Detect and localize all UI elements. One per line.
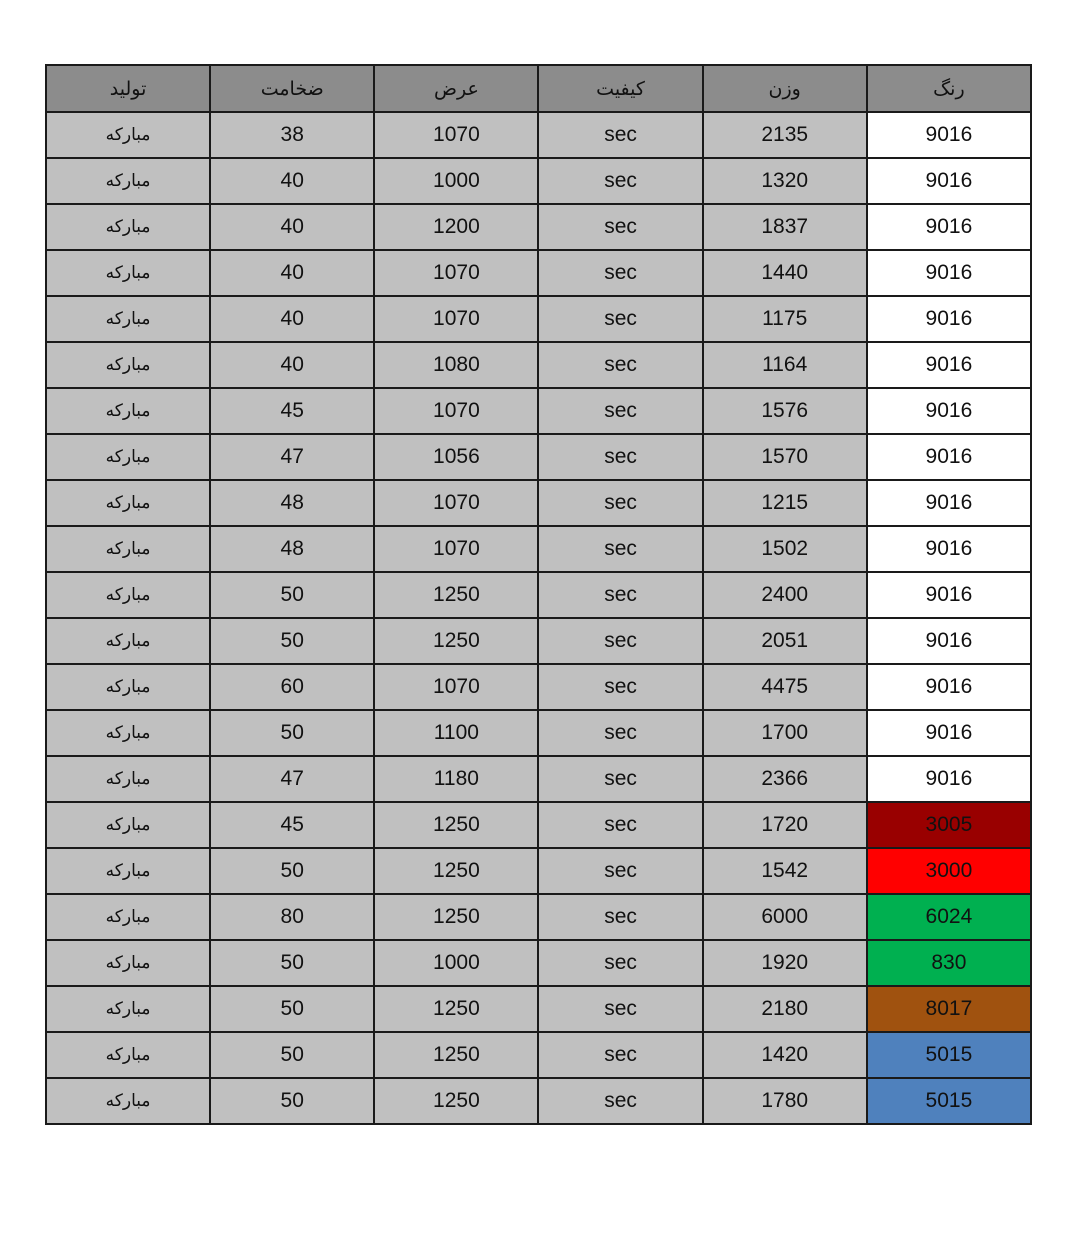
cell-width: 1250 <box>374 1032 538 1078</box>
cell-quality: sec <box>538 756 702 802</box>
cell-ral: 9016 <box>867 204 1031 250</box>
cell-ral: 9016 <box>867 572 1031 618</box>
cell-thickness: 40 <box>210 158 374 204</box>
cell-ral: 9016 <box>867 618 1031 664</box>
cell-weight: 1837 <box>703 204 867 250</box>
cell-thickness: 50 <box>210 940 374 986</box>
cell-weight: 1420 <box>703 1032 867 1078</box>
cell-quality: sec <box>538 894 702 940</box>
cell-producer: مبارکه <box>46 158 210 204</box>
table-row <box>46 1032 1031 1078</box>
cell-thickness: 40 <box>210 250 374 296</box>
table-row <box>46 204 1031 250</box>
cell-producer: مبارکه <box>46 434 210 480</box>
cell-width: 1180 <box>374 756 538 802</box>
header-weight: وزن <box>703 65 867 112</box>
cell-weight: 1542 <box>703 848 867 894</box>
table-row <box>46 296 1031 342</box>
cell-producer: مبارکه <box>46 342 210 388</box>
cell-producer: مبارکه <box>46 940 210 986</box>
cell-weight: 1700 <box>703 710 867 756</box>
cell-width: 1250 <box>374 986 538 1032</box>
table-row <box>46 250 1031 296</box>
cell-quality: sec <box>538 434 702 480</box>
cell-thickness: 48 <box>210 526 374 572</box>
cell-quality: sec <box>538 572 702 618</box>
header-thickness: ضخامت <box>210 65 374 112</box>
cell-width: 1200 <box>374 204 538 250</box>
cell-width: 1250 <box>374 572 538 618</box>
cell-thickness: 48 <box>210 480 374 526</box>
cell-width: 1070 <box>374 664 538 710</box>
cell-producer: مبارکه <box>46 572 210 618</box>
cell-weight: 1502 <box>703 526 867 572</box>
cell-ral: 5015 <box>867 1032 1031 1078</box>
cell-quality: sec <box>538 296 702 342</box>
cell-producer: مبارکه <box>46 618 210 664</box>
table-row <box>46 342 1031 388</box>
cell-ral: 9016 <box>867 342 1031 388</box>
cell-weight: 1576 <box>703 388 867 434</box>
cell-producer: مبارکه <box>46 1032 210 1078</box>
cell-quality: sec <box>538 618 702 664</box>
cell-quality: sec <box>538 158 702 204</box>
cell-producer: مبارکه <box>46 894 210 940</box>
cell-quality: sec <box>538 250 702 296</box>
cell-weight: 1920 <box>703 940 867 986</box>
cell-producer: مبارکه <box>46 112 210 158</box>
cell-width: 1070 <box>374 388 538 434</box>
cell-ral: 3005 <box>867 802 1031 848</box>
cell-quality: sec <box>538 986 702 1032</box>
table-row <box>46 112 1031 158</box>
cell-quality: sec <box>538 940 702 986</box>
cell-thickness: 40 <box>210 204 374 250</box>
table-row <box>46 756 1031 802</box>
cell-width: 1250 <box>374 1078 538 1124</box>
cell-quality: sec <box>538 664 702 710</box>
cell-weight: 1175 <box>703 296 867 342</box>
cell-thickness: 50 <box>210 848 374 894</box>
cell-width: 1000 <box>374 940 538 986</box>
cell-weight: 2180 <box>703 986 867 1032</box>
cell-producer: مبارکه <box>46 664 210 710</box>
cell-width: 1250 <box>374 894 538 940</box>
cell-ral: 3000 <box>867 848 1031 894</box>
cell-quality: sec <box>538 388 702 434</box>
cell-weight: 4475 <box>703 664 867 710</box>
cell-weight: 1320 <box>703 158 867 204</box>
cell-quality: sec <box>538 526 702 572</box>
table-row <box>46 618 1031 664</box>
table-row <box>46 802 1031 848</box>
cell-thickness: 40 <box>210 296 374 342</box>
header-quality: کیفیت <box>538 65 702 112</box>
cell-weight: 1440 <box>703 250 867 296</box>
table-row <box>46 1078 1031 1124</box>
cell-thickness: 50 <box>210 572 374 618</box>
cell-weight: 1720 <box>703 802 867 848</box>
cell-producer: مبارکه <box>46 1078 210 1124</box>
cell-thickness: 80 <box>210 894 374 940</box>
cell-thickness: 50 <box>210 986 374 1032</box>
cell-producer: مبارکه <box>46 986 210 1032</box>
table-row <box>46 664 1031 710</box>
cell-producer: مبارکه <box>46 848 210 894</box>
table-row <box>46 940 1031 986</box>
cell-ral: 9016 <box>867 526 1031 572</box>
cell-thickness: 50 <box>210 710 374 756</box>
cell-quality: sec <box>538 710 702 756</box>
table-row <box>46 572 1031 618</box>
cell-producer: مبارکه <box>46 250 210 296</box>
cell-width: 1070 <box>374 296 538 342</box>
table-row <box>46 986 1031 1032</box>
cell-ral: 830 <box>867 940 1031 986</box>
cell-quality: sec <box>538 848 702 894</box>
cell-ral: 9016 <box>867 388 1031 434</box>
cell-thickness: 45 <box>210 802 374 848</box>
cell-weight: 1780 <box>703 1078 867 1124</box>
cell-producer: مبارکه <box>46 756 210 802</box>
table-row <box>46 158 1031 204</box>
cell-ral: 9016 <box>867 434 1031 480</box>
table-row <box>46 848 1031 894</box>
cell-weight: 1570 <box>703 434 867 480</box>
cell-width: 1250 <box>374 618 538 664</box>
header-producer: تولید <box>46 65 210 112</box>
cell-producer: مبارکه <box>46 204 210 250</box>
cell-weight: 2051 <box>703 618 867 664</box>
cell-weight: 1164 <box>703 342 867 388</box>
cell-width: 1070 <box>374 250 538 296</box>
cell-thickness: 45 <box>210 388 374 434</box>
cell-quality: sec <box>538 1032 702 1078</box>
cell-thickness: 40 <box>210 342 374 388</box>
cell-thickness: 50 <box>210 618 374 664</box>
cell-ral: 6024 <box>867 894 1031 940</box>
header-ral: رنگ <box>867 65 1031 112</box>
cell-thickness: 50 <box>210 1078 374 1124</box>
cell-width: 1100 <box>374 710 538 756</box>
table-row <box>46 388 1031 434</box>
cell-ral: 9016 <box>867 112 1031 158</box>
cell-producer: مبارکه <box>46 388 210 434</box>
cell-ral: 9016 <box>867 296 1031 342</box>
cell-quality: sec <box>538 802 702 848</box>
cell-producer: مبارکه <box>46 802 210 848</box>
cell-thickness: 38 <box>210 112 374 158</box>
table-row <box>46 480 1031 526</box>
table-row <box>46 710 1031 756</box>
cell-weight: 2135 <box>703 112 867 158</box>
cell-width: 1070 <box>374 480 538 526</box>
cell-ral: 9016 <box>867 480 1031 526</box>
cell-thickness: 60 <box>210 664 374 710</box>
cell-thickness: 50 <box>210 1032 374 1078</box>
cell-ral: 8017 <box>867 986 1031 1032</box>
cell-quality: sec <box>538 342 702 388</box>
cell-producer: مبارکه <box>46 296 210 342</box>
cell-quality: sec <box>538 112 702 158</box>
table-row <box>46 526 1031 572</box>
cell-quality: sec <box>538 480 702 526</box>
table-row <box>46 894 1031 940</box>
cell-weight: 2400 <box>703 572 867 618</box>
cell-weight: 1215 <box>703 480 867 526</box>
cell-quality: sec <box>538 204 702 250</box>
cell-width: 1056 <box>374 434 538 480</box>
cell-producer: مبارکه <box>46 710 210 756</box>
header-row <box>46 65 1031 112</box>
cell-thickness: 47 <box>210 434 374 480</box>
cell-quality: sec <box>538 1078 702 1124</box>
cell-thickness: 47 <box>210 756 374 802</box>
inventory-table <box>45 64 1032 1125</box>
cell-ral: 9016 <box>867 250 1031 296</box>
cell-ral: 9016 <box>867 710 1031 756</box>
cell-width: 1080 <box>374 342 538 388</box>
cell-ral: 5015 <box>867 1078 1031 1124</box>
cell-weight: 2366 <box>703 756 867 802</box>
cell-producer: مبارکه <box>46 526 210 572</box>
cell-ral: 9016 <box>867 158 1031 204</box>
table-row <box>46 434 1031 480</box>
cell-width: 1000 <box>374 158 538 204</box>
cell-producer: مبارکه <box>46 480 210 526</box>
cell-width: 1070 <box>374 526 538 572</box>
cell-weight: 6000 <box>703 894 867 940</box>
cell-ral: 9016 <box>867 756 1031 802</box>
header-width: عرض <box>374 65 538 112</box>
cell-width: 1250 <box>374 802 538 848</box>
cell-width: 1070 <box>374 112 538 158</box>
cell-ral: 9016 <box>867 664 1031 710</box>
cell-width: 1250 <box>374 848 538 894</box>
